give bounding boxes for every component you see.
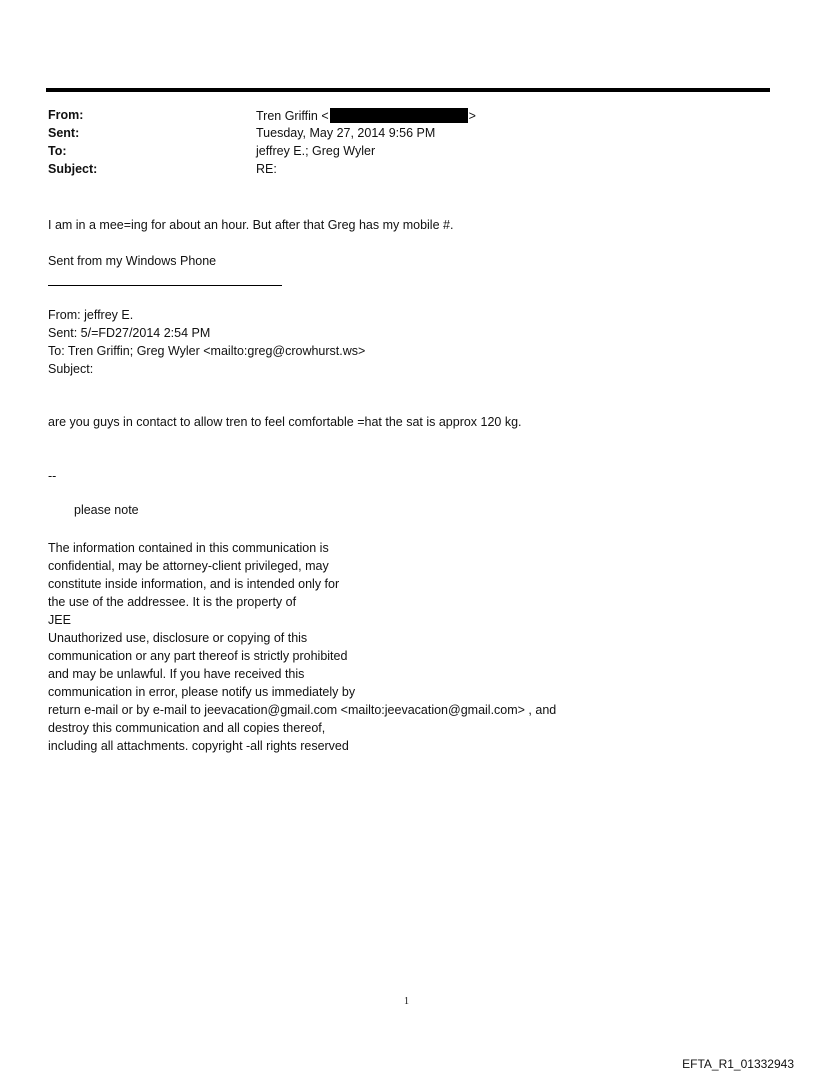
disclaimer-line: The information contained in this communication is — [48, 541, 329, 555]
quote-separator — [48, 285, 282, 286]
page-number: 1 — [404, 996, 409, 1007]
disclaimer-line: the use of the addressee. It is the property of — [48, 595, 297, 609]
reply-signature: Sent from my Windows Phone — [48, 254, 217, 268]
redaction-box — [330, 108, 468, 123]
disclaimer-line: JEE — [48, 613, 71, 627]
from-name: Tren Griffin — [256, 109, 318, 123]
disclaimer-line: constitute inside information, and is intended only for — [48, 577, 340, 591]
disclaimer-line: Unauthorized use, disclosure or copying of this — [48, 631, 308, 645]
sent-value: Tuesday, May 27, 2014 9:56 PM — [256, 126, 436, 140]
disclaimer-note: please note — [74, 503, 139, 517]
sent-label: Sent: — [48, 126, 80, 140]
disclaimer-line: destroy this communication and all copies thereof, — [48, 721, 326, 735]
bates-number: EFTA_R1_01332943 — [682, 1057, 794, 1071]
quoted-subject: Subject: — [48, 362, 94, 376]
to-value: jeffrey E.; Greg Wyler — [256, 144, 376, 158]
disclaimer-line: including all attachments. copyright -all rights reserved — [48, 739, 349, 753]
from-open-bracket: < — [321, 109, 329, 123]
disclaimer-line: communication in error, please notify us immediately by — [48, 685, 356, 699]
quoted-sent: Sent: 5/=FD27/2014 2:54 PM — [48, 326, 211, 340]
to-label: To: — [48, 144, 67, 158]
from-value — [256, 108, 476, 123]
reply-text: I am in a mee=ing for about an hour. But after that Greg has my mobile #. — [48, 218, 454, 232]
disclaimer-line: confidential, may be attorney-client privileged, may — [48, 559, 329, 573]
disclaimer-line: communication or any part thereof is strictly prohibited — [48, 649, 348, 663]
signature-dashes: -- — [48, 469, 57, 483]
quoted-body: are you guys in contact to allow tren to feel comfortable =hat the sat is approx 120 kg. — [48, 415, 522, 429]
disclaimer-line: return e-mail or by e-mail to jeevacation@gmail.com <mailto:jeevacation@gmail.com> , and — [48, 703, 557, 717]
from-label: From: — [48, 108, 84, 122]
subject-value: RE: — [256, 162, 277, 176]
quoted-from: From: jeffrey E. — [48, 308, 134, 322]
disclaimer-line: and may be unlawful. If you have received this — [48, 667, 305, 681]
subject-label: Subject: — [48, 162, 98, 176]
header-rule — [46, 88, 770, 92]
from-close-bracket: > — [468, 109, 476, 123]
quoted-to: To: Tren Griffin; Greg Wyler <mailto:greg@crowhurst.ws> — [48, 344, 366, 358]
